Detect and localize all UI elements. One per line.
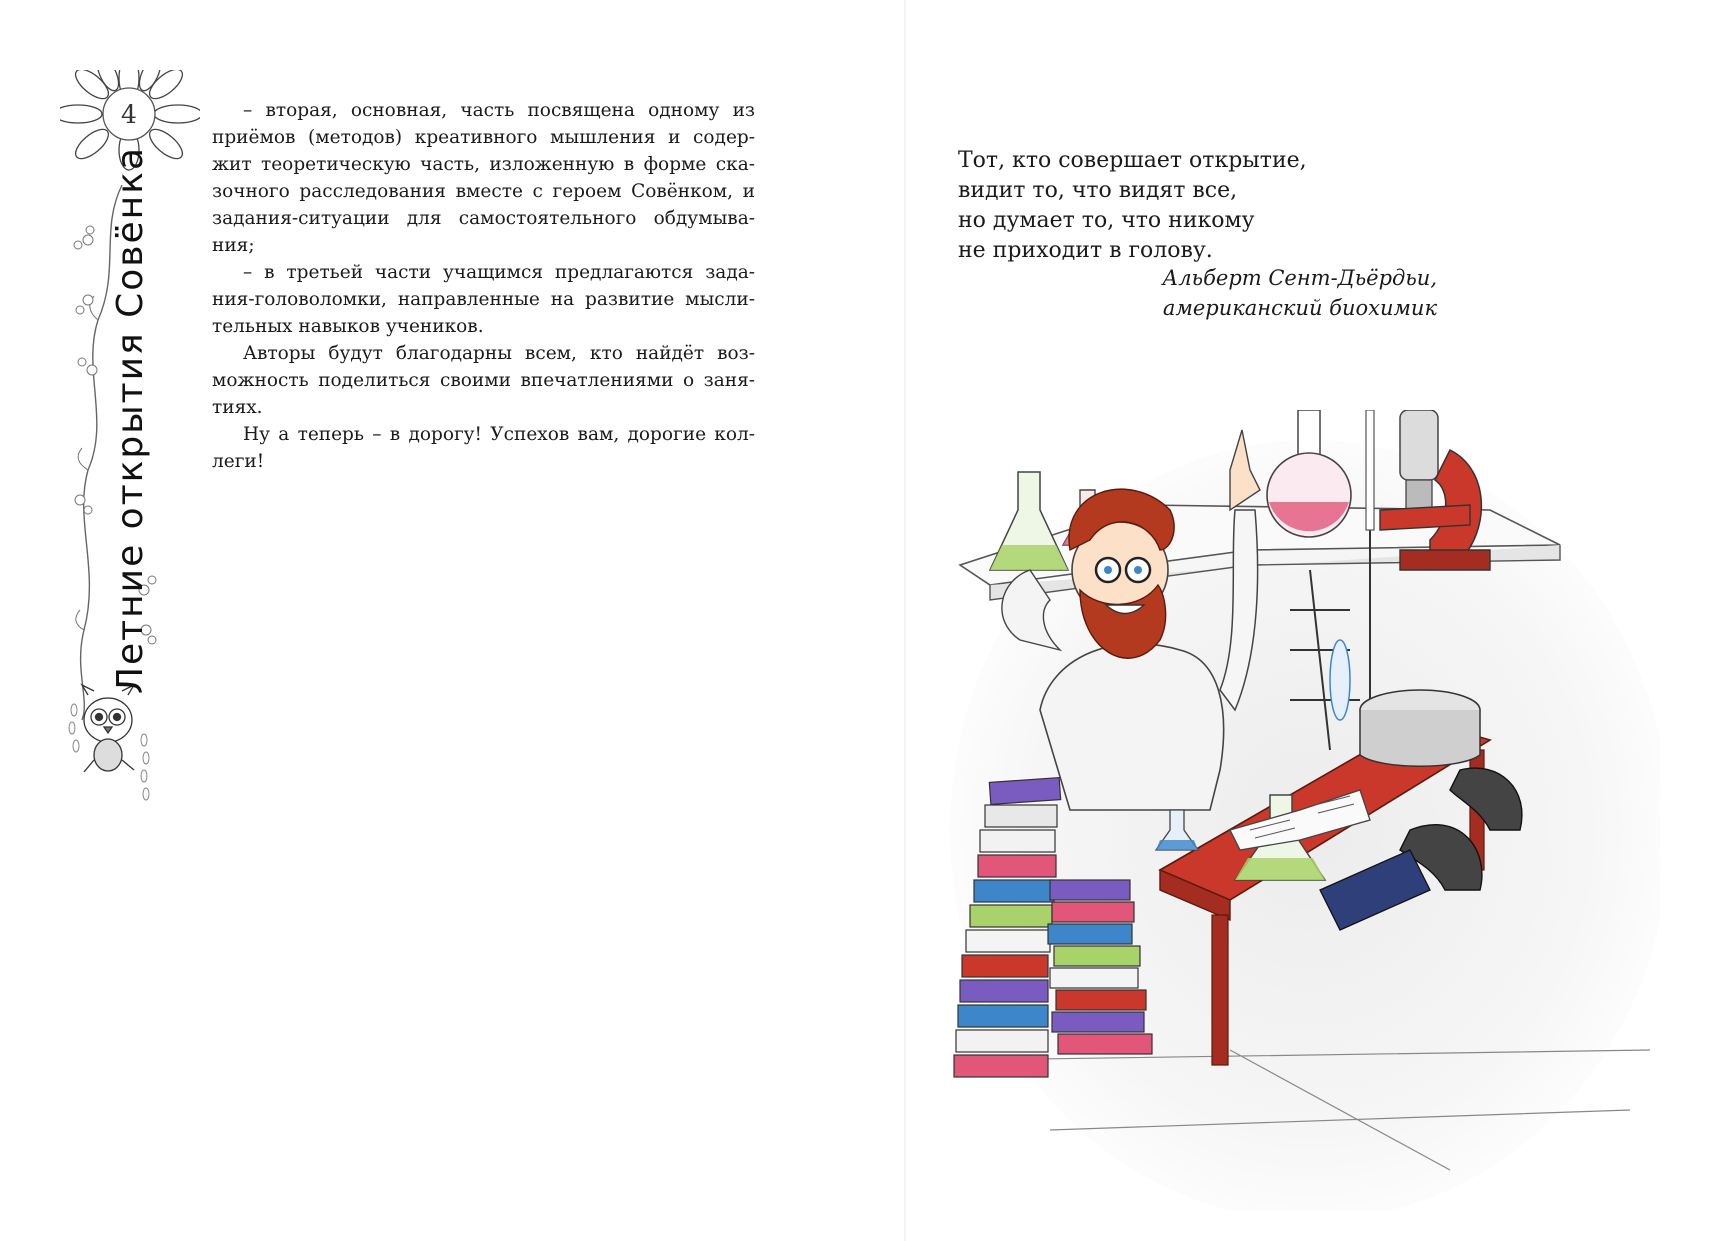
text-line: Авторы будут благодарны всем, кто найдёт воз-: [243, 343, 755, 364]
epigraph-quote: [958, 146, 1438, 266]
text-line: – в третьей части учащимся предлагаются зада-: [243, 262, 755, 283]
shelf-flask-green: [990, 472, 1068, 570]
text-line: можность поделиться своими впечатлениями о заня-: [212, 370, 755, 391]
text-line: ния-головоломки, направленные на развитие мысли-: [212, 289, 755, 310]
text-line: приёмов (методов) креативного мышления и содер-: [212, 127, 755, 148]
quote-line: но думает то, что никому: [958, 208, 1255, 233]
text-line: тиях.: [212, 397, 263, 418]
text-line: задания-ситуации для самостоятельного обдумыва-: [212, 208, 755, 229]
text-line: тельных навыков учеников.: [212, 316, 484, 337]
text-line: леги!: [212, 451, 265, 472]
quote-line: видит то, что видят все,: [958, 178, 1238, 203]
round-flask-pink: [1267, 410, 1351, 537]
text-line: Ну а теперь – в дорогу! Успехов вам, дорогие кол-: [243, 424, 755, 445]
text-line: ния;: [212, 235, 255, 256]
page-number: 4: [121, 100, 137, 129]
text-line: жит теоретическую часть, изложенную в форме ска-: [212, 154, 755, 175]
quote-line: Тот, кто совершает открытие,: [958, 148, 1307, 173]
scientist-illustration: [930, 410, 1660, 1210]
body-text: [212, 97, 755, 475]
text-line: зочного расследования вместе с героем Совёнком, и: [212, 181, 755, 202]
text-line: – вторая, основная, часть посвящена одному из: [243, 100, 755, 121]
quote-author-title: американский биохимик: [1162, 296, 1437, 320]
quote-attribution: [1060, 263, 1437, 323]
quote-line: не приходит в голову.: [958, 238, 1213, 263]
running-title: Летние открытия Совёнка: [110, 145, 151, 695]
quote-author: Альберт Сент-Дьёрдьи,: [1162, 266, 1437, 290]
hot-plate: [1360, 690, 1480, 766]
